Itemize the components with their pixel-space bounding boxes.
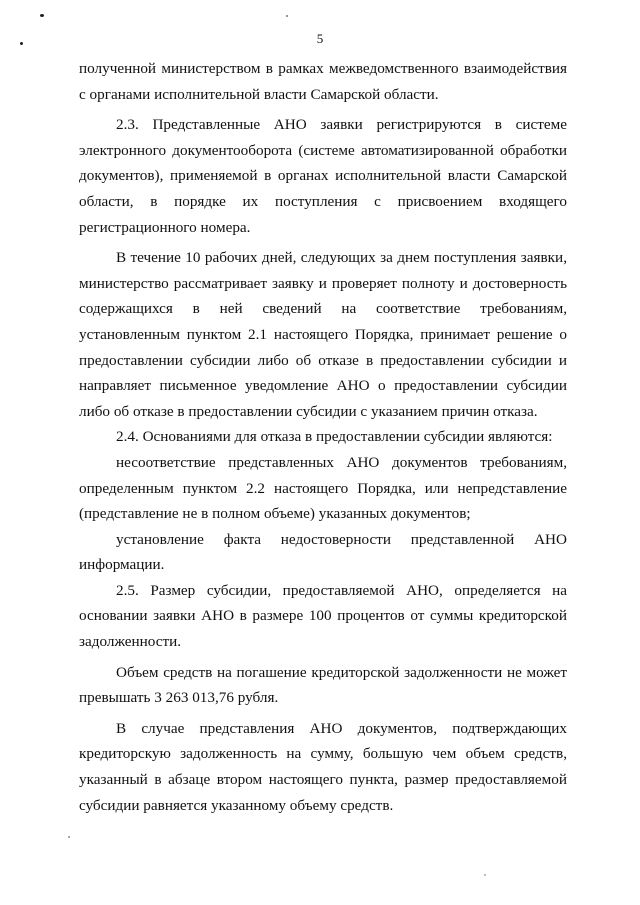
paragraph-funds-limit: Объем средств на погашение кредиторской задолженности не может превышать 3 263 013,76 рубля. — [79, 663, 567, 707]
scan-speck — [484, 874, 486, 876]
page-number: 5 — [316, 31, 324, 46]
paragraph-excess-debt: В случае представления АНО документов, подтверждающих кредиторскую задолженность на сумму, большую чем объем средств, указанный в абзаце втором настоящего пункта, размер предоставляемой субсидии равняется указанному объему средств. — [79, 719, 567, 814]
paragraph-2-3: 2.3. Представленные АНО заявки регистрируются в системе электронного документооборота (системе автоматизированной обработки документов), применяемой в органах исполнительной власти Самарской области, в порядке их поступления с присвоением входящего регистрационного номера. — [79, 116, 567, 236]
paragraph-refusal-reason-2: установление факта недостоверности представленной АНО информации. — [79, 530, 567, 574]
paragraph-review-period: В течение 10 рабочих дней, следующих за днем поступления заявки, министерство рассматривает заявку и проверяет полноту и достоверность содержащихся в ней сведений на соответствие требованиям, установленным пунктом 2.1 настоящего Порядка, принимает решение о предоставлении субсидии либо об отказе в предоставлении субсидии и направляет письменное уведомление АНО о предоставлении субсидии либо об отказе в предоставлении субсидии с указанием причин отказа. — [79, 249, 567, 420]
paragraph-2-5: 2.5. Размер субсидии, предоставляемой АНО, определяется на основании заявки АНО в размере 100 процентов от суммы кредиторской задолженности. — [79, 581, 567, 651]
scan-speck — [40, 14, 44, 17]
paragraph-refusal-reason-1: несоответствие представленных АНО документов требованиям, определенным пунктом 2.2 настоящего Порядка, или непредставление (представление не в полном объеме) указанных документов; — [79, 453, 567, 523]
paragraph-continuation: полученной министерством в рамках межведомственного взаимодействия с органами исполнительной власти Самарской области. — [79, 60, 567, 103]
paragraph-2-4: 2.4. Основаниями для отказа в предоставлении субсидии являются: — [116, 428, 553, 446]
scan-speck — [286, 15, 288, 17]
scan-speck — [68, 836, 70, 838]
document-body — [79, 56, 567, 818]
